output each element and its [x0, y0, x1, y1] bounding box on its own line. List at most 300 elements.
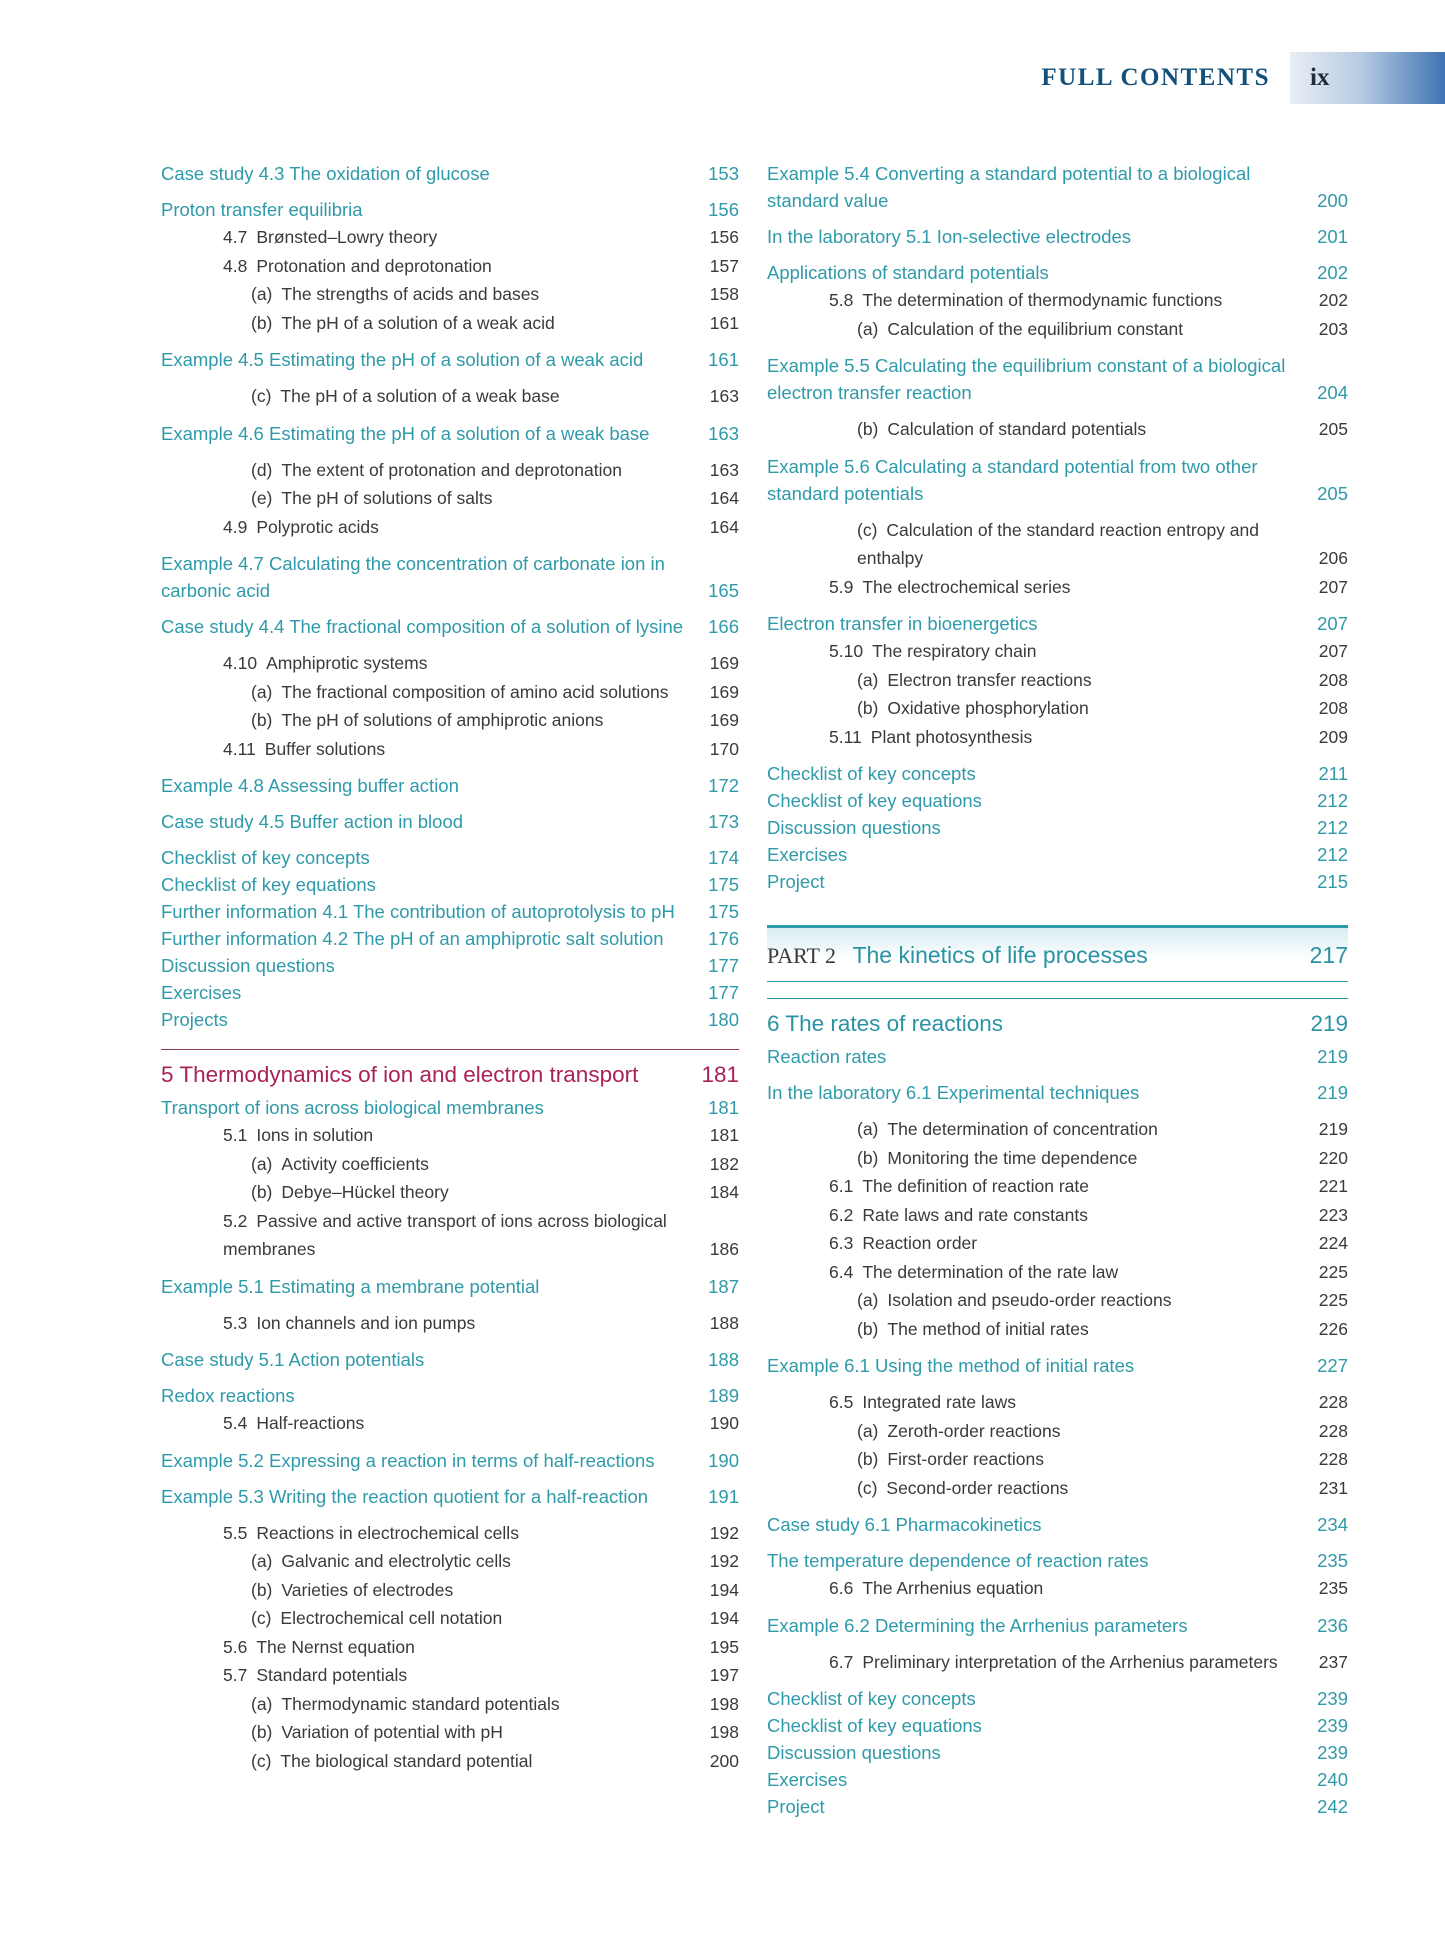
toc-entry-number: (c) [251, 386, 272, 406]
toc-entry-page: 195 [709, 1636, 739, 1657]
toc-entry[interactable] [767, 1648, 1348, 1677]
toc-entry-text: Exercises [767, 844, 848, 865]
toc-entry-page: 215 [1317, 871, 1348, 892]
toc-entry[interactable] [767, 573, 1348, 602]
toc-entry[interactable] [767, 1201, 1348, 1230]
toc-entry[interactable] [767, 1172, 1348, 1201]
toc-entry[interactable] [161, 484, 739, 513]
toc-entry-page: 164 [709, 516, 739, 537]
toc-entry-title [767, 1793, 1317, 1820]
toc-entry-title [161, 1747, 710, 1776]
toc-entry-text: Variation of potential with pH [281, 1722, 503, 1742]
toc-entry-text: Example 4.6 Estimating the pH of a solution of a weak base [161, 422, 650, 444]
toc-entry-title [767, 516, 1319, 573]
toc-entry[interactable] [161, 196, 739, 223]
toc-entry[interactable] [767, 415, 1348, 444]
toc-entry-text: The strengths of acids and bases [281, 284, 540, 304]
toc-entry-title [161, 280, 710, 309]
toc-entry-text: Case study 6.1 Pharmacokinetics [767, 1514, 1042, 1535]
toc-entry[interactable] [161, 808, 739, 835]
toc-entry-page: 176 [708, 928, 739, 949]
toc-entry-text: The determination of concentration [887, 1119, 1158, 1139]
toc-entry-title [767, 1648, 1319, 1677]
toc-entry-number: 6.4 [829, 1261, 854, 1282]
toc-entry-text: Case study 4.5 Buffer action in blood [161, 811, 464, 832]
toc-entry-text: Brønsted–Lowry theory [256, 227, 438, 247]
toc-entry-text: In the laboratory 5.1 Ion-selective electrodes [767, 226, 1132, 247]
toc-entry-text: Galvanic and electrolytic cells [281, 1551, 511, 1571]
toc-entry-number: 4.9 [223, 516, 248, 537]
toc-entry-text: Projects [161, 1009, 228, 1030]
toc-entry-text: Transport of ions across biological membranes [161, 1097, 544, 1118]
toc-entry-text: In the laboratory 6.1 Experimental techniques [767, 1082, 1140, 1103]
toc-entry-number: (b) [251, 1579, 273, 1600]
toc-entry-page: 180 [708, 1009, 739, 1030]
toc-entry[interactable] [161, 649, 739, 678]
toc-entry[interactable] [161, 871, 739, 898]
toc-entry-number: (a) [857, 1420, 879, 1441]
toc-entry-page: 239 [1317, 1742, 1348, 1763]
toc-entry-title [161, 1483, 708, 1510]
toc-entry-page: 240 [1317, 1769, 1348, 1790]
toc-entry-text: Electron transfer reactions [887, 669, 1092, 690]
toc-entry-title [161, 1661, 710, 1690]
toc-entry-title [767, 694, 1319, 723]
chapter-heading[interactable] [161, 1049, 739, 1090]
toc-entry-number: (a) [857, 318, 879, 339]
toc-entry-title [161, 735, 710, 764]
toc-entry-page: 212 [1317, 790, 1348, 811]
toc-entry-title [161, 550, 708, 604]
toc-entry-title [767, 1201, 1319, 1230]
toc-entry-page: 226 [1318, 1318, 1348, 1339]
part-title: The kinetics of life processes [852, 942, 1148, 968]
toc-entry[interactable] [767, 286, 1348, 315]
toc-entry[interactable] [161, 1150, 739, 1179]
page-number: ix [1310, 64, 1330, 91]
toc-entry-text: The fractional composition of amino acid solutions [281, 681, 669, 702]
toc-entry[interactable] [767, 223, 1348, 250]
toc-entry-page: 172 [708, 775, 739, 796]
toc-entry-page: 189 [708, 1385, 739, 1406]
toc-entry-title [161, 1006, 708, 1033]
toc-entry-text: Example 6.2 Determining the Arrhenius parameters [767, 1614, 1188, 1636]
toc-entry-page: 203 [1318, 318, 1348, 339]
toc-entry[interactable] [161, 1094, 739, 1121]
toc-entry-number: (b) [857, 698, 879, 718]
toc-entry-text: Further information 4.2 The pH of an amphiprotic salt solution [161, 928, 664, 949]
toc-entry[interactable] [161, 1718, 739, 1747]
toc-entry-text: The extent of protonation and deprotonation [281, 459, 622, 480]
toc-entry[interactable] [767, 841, 1348, 868]
toc-entry-page: 205 [1318, 419, 1348, 439]
toc-entry[interactable] [161, 382, 739, 411]
toc-entry-title [161, 706, 710, 735]
toc-entry[interactable] [767, 637, 1348, 666]
toc-entry[interactable] [161, 979, 739, 1006]
chapter-heading[interactable] [767, 998, 1348, 1039]
toc-entry[interactable] [767, 1417, 1348, 1446]
toc-entry[interactable] [161, 1519, 739, 1548]
toc-entry[interactable] [161, 223, 739, 252]
toc-entry[interactable] [161, 1006, 739, 1033]
toc-entry[interactable] [767, 666, 1348, 695]
toc-entry-text: Rate laws and rate constants [862, 1204, 1089, 1225]
toc-entry-number: 4.7 [223, 227, 248, 247]
toc-entry-text: Activity coefficients [281, 1153, 429, 1174]
contents-right-top [767, 160, 1348, 895]
toc-entry-title [767, 1766, 1317, 1793]
toc-entry-text: The pH of solutions of amphiprotic anions [281, 710, 604, 730]
toc-entry-title [161, 1060, 638, 1090]
toc-entry-title [161, 223, 710, 252]
toc-entry-page: 219 [1317, 1082, 1348, 1103]
toc-entry-text: The Arrhenius equation [862, 1578, 1044, 1598]
toc-entry[interactable] [767, 1685, 1348, 1712]
toc-entry-title [767, 787, 1317, 814]
toc-entry-text: Applications of standard potentials [767, 262, 1049, 283]
toc-entry-title [767, 1388, 1319, 1417]
toc-entry-number: 5.7 [223, 1665, 248, 1685]
toc-entry[interactable] [161, 772, 739, 799]
toc-entry[interactable] [767, 1511, 1348, 1538]
toc-entry-text: Example 5.2 Expressing a reaction in terms of half-reactions [161, 1449, 655, 1471]
toc-entry[interactable] [767, 259, 1348, 286]
toc-entry[interactable] [161, 1178, 739, 1207]
toc-entry-title [161, 1382, 708, 1409]
toc-entry-page: 177 [708, 955, 739, 976]
toc-entry-title [767, 1547, 1317, 1574]
toc-entry-text: Ions in solution [256, 1125, 374, 1145]
toc-entry[interactable] [767, 352, 1348, 406]
toc-entry-number: 6.1 [829, 1176, 854, 1196]
toc-entry-page: 237 [1318, 1651, 1348, 1672]
toc-entry[interactable] [161, 1382, 739, 1409]
toc-entry-text: Amphiprotic systems [266, 653, 428, 673]
toc-entry-text: Debye–Hückel theory [281, 1182, 449, 1202]
toc-entry[interactable] [767, 1445, 1348, 1474]
toc-entry-title [767, 1115, 1319, 1144]
toc-entry-page: 169 [709, 653, 739, 673]
toc-entry-page: 225 [1318, 1290, 1348, 1310]
toc-entry-number: 5.3 [223, 1312, 248, 1333]
toc-entry[interactable] [161, 1547, 739, 1576]
toc-entry[interactable] [767, 1079, 1348, 1106]
toc-entry-title [767, 1685, 1317, 1712]
toc-entry-page: 206 [1318, 548, 1348, 568]
toc-entry-title [767, 1712, 1317, 1739]
toc-entry[interactable] [161, 844, 739, 871]
toc-entry[interactable] [161, 513, 739, 542]
toc-entry[interactable] [161, 1309, 739, 1338]
toc-entry-page: 175 [708, 874, 739, 895]
toc-entry-text: Monitoring the time dependence [887, 1147, 1138, 1168]
toc-entry-page: 227 [1317, 1355, 1348, 1376]
toc-entry-text: The pH of a solution of a weak base [280, 386, 560, 406]
toc-entry-page: 207 [1318, 641, 1348, 661]
toc-entry[interactable] [767, 1144, 1348, 1173]
toc-entry[interactable] [161, 1121, 739, 1150]
toc-entry-page: 166 [708, 616, 739, 637]
toc-entry-page: 209 [1318, 726, 1348, 747]
toc-entry-text: Half-reactions [256, 1413, 365, 1433]
toc-entry-number: (a) [857, 1119, 879, 1139]
toc-entry[interactable] [161, 678, 739, 707]
header-tab [1290, 52, 1445, 104]
header-title: FULL CONTENTS [1041, 64, 1270, 91]
toc-entry-page: 175 [708, 901, 739, 922]
toc-entry[interactable] [767, 1315, 1348, 1344]
toc-entry-text: Checklist of key equations [161, 874, 376, 895]
toc-entry-number: 5.11 [829, 726, 862, 747]
toc-entry-text: The determination of thermodynamic functions [862, 290, 1223, 310]
toc-entry-page: 156 [709, 227, 739, 247]
toc-entry-page: 207 [1318, 576, 1348, 597]
toc-entry-title [767, 1511, 1317, 1538]
toc-entry[interactable] [767, 1286, 1348, 1315]
toc-entry-page: 181 [708, 1097, 739, 1118]
toc-entry[interactable] [161, 456, 739, 485]
toc-entry-text: The pH of a solution of a weak acid [281, 312, 555, 333]
toc-entry-title [767, 1144, 1319, 1173]
toc-entry[interactable] [161, 252, 739, 281]
toc-entry-number: 6.6 [829, 1578, 854, 1598]
toc-entry[interactable] [161, 550, 739, 604]
toc-entry-title [767, 259, 1317, 286]
toc-entry[interactable] [161, 613, 739, 640]
contents-column-right [767, 160, 1348, 1820]
toc-entry[interactable] [767, 1474, 1348, 1503]
toc-entry-title [161, 1547, 710, 1576]
toc-entry-title [161, 979, 708, 1006]
toc-entry[interactable] [767, 1258, 1348, 1287]
toc-entry-text: Example 4.8 Assessing buffer action [161, 775, 459, 796]
toc-entry-page: 190 [709, 1413, 739, 1433]
toc-entry-number: (a) [251, 1153, 273, 1174]
toc-entry-number: (a) [251, 1551, 273, 1571]
toc-entry-page: 225 [1318, 1261, 1348, 1282]
toc-entry[interactable] [767, 1547, 1348, 1574]
toc-entry-text: Thermodynamic standard potentials [281, 1693, 560, 1714]
toc-entry[interactable] [767, 1115, 1348, 1144]
toc-entry[interactable] [767, 868, 1348, 895]
toc-entry-number: (c) [857, 519, 878, 540]
toc-entry-text: 6 The rates of reactions [767, 1011, 1003, 1036]
toc-entry[interactable] [161, 1447, 739, 1474]
toc-entry[interactable] [767, 1766, 1348, 1793]
toc-entry-title [161, 1409, 710, 1438]
toc-entry-text: Zeroth-order reactions [887, 1420, 1061, 1441]
toc-entry-title [161, 808, 708, 835]
toc-entry-text: Project [767, 1796, 825, 1817]
toc-entry[interactable] [161, 1576, 739, 1605]
toc-entry-text: The determination of the rate law [862, 1261, 1119, 1282]
toc-entry-text: Checklist of key equations [767, 1715, 982, 1736]
toc-entry-page: 202 [1317, 262, 1348, 283]
toc-entry[interactable] [767, 1739, 1348, 1766]
toc-entry-text: Integrated rate laws [862, 1392, 1017, 1412]
toc-entry[interactable] [161, 309, 739, 338]
toc-entry[interactable] [767, 1712, 1348, 1739]
toc-entry[interactable] [161, 346, 739, 373]
toc-entry-number: 5.2 [223, 1210, 248, 1231]
toc-entry-page: 163 [709, 459, 739, 480]
toc-entry[interactable] [161, 1747, 739, 1776]
toc-entry[interactable] [767, 1043, 1348, 1070]
toc-entry[interactable] [767, 723, 1348, 752]
toc-entry[interactable] [767, 516, 1348, 573]
toc-entry[interactable] [161, 1690, 739, 1719]
toc-entry-number: 6.5 [829, 1392, 854, 1412]
toc-entry[interactable] [161, 1207, 739, 1264]
toc-entry-title [161, 484, 710, 513]
toc-entry-text: Example 5.5 Calculating the equilibrium constant of a biological electron transfer reaction [767, 355, 1286, 403]
toc-entry[interactable] [767, 787, 1348, 814]
toc-entry-title [161, 196, 708, 223]
toc-entry-page: 174 [708, 847, 739, 868]
toc-entry-title [767, 868, 1317, 895]
toc-entry-title [161, 1519, 710, 1548]
toc-entry-page: 234 [1317, 1514, 1348, 1535]
toc-entry-text: The pH of solutions of salts [281, 488, 493, 508]
toc-entry[interactable] [767, 453, 1348, 507]
toc-entry-number: (a) [857, 1290, 879, 1310]
toc-entry-page: 235 [1318, 1578, 1348, 1598]
toc-entry[interactable] [767, 160, 1348, 214]
toc-entry-text: Plant photosynthesis [870, 726, 1033, 747]
toc-entry-page: 221 [1318, 1176, 1348, 1196]
toc-entry-text: The electrochemical series [862, 576, 1071, 597]
toc-entry[interactable] [161, 735, 739, 764]
toc-entry[interactable] [161, 280, 739, 309]
toc-entry-page: 212 [1317, 817, 1348, 838]
toc-entry-text: Buffer solutions [264, 738, 386, 759]
toc-entry-page: 207 [1317, 613, 1348, 634]
toc-entry-title [161, 456, 710, 485]
toc-entry-text: Example 5.1 Estimating a membrane potential [161, 1275, 540, 1297]
toc-entry-page: 219 [1317, 1046, 1348, 1067]
toc-entry-title [767, 1574, 1319, 1603]
toc-entry-title [161, 1447, 708, 1474]
toc-entry[interactable] [767, 1612, 1348, 1639]
toc-entry-text: Further information 4.1 The contribution of autoprotolysis to pH [161, 901, 675, 922]
toc-entry-text: Example 4.5 Estimating the pH of a solution of a weak acid [161, 349, 644, 370]
toc-entry-title [161, 925, 708, 952]
toc-entry-text: The temperature dependence of reaction rates [767, 1550, 1149, 1571]
toc-entry[interactable] [161, 1483, 739, 1510]
toc-entry-text: Reaction rates [767, 1046, 887, 1067]
toc-entry-text: Electrochemical cell notation [280, 1608, 503, 1628]
toc-entry-title [767, 1009, 1003, 1039]
toc-entry-page: 163 [709, 386, 739, 406]
toc-entry[interactable] [161, 1409, 739, 1438]
toc-entry-number: (b) [857, 419, 879, 439]
toc-entry[interactable] [767, 694, 1348, 723]
toc-entry[interactable] [767, 1574, 1348, 1603]
toc-entry-text: Varieties of electrodes [281, 1579, 454, 1600]
toc-entry-title [767, 1043, 1317, 1070]
toc-entry-title [767, 1258, 1319, 1287]
toc-entry[interactable] [767, 1388, 1348, 1417]
toc-entry-page: 164 [709, 488, 739, 508]
toc-entry-number: (b) [251, 710, 273, 730]
toc-entry[interactable] [161, 1661, 739, 1690]
contents-column-left [161, 160, 739, 1775]
toc-entry[interactable] [161, 898, 739, 925]
toc-entry-page: 242 [1317, 1796, 1348, 1817]
toc-entry-number: 5.6 [223, 1636, 248, 1657]
toc-entry-number: (b) [857, 1449, 879, 1469]
toc-entry[interactable] [767, 814, 1348, 841]
toc-entry-page: 161 [709, 312, 739, 333]
toc-entry-page: 169 [709, 681, 739, 702]
toc-entry-page: 194 [709, 1579, 739, 1600]
toc-entry[interactable] [767, 760, 1348, 787]
part-heading[interactable] [767, 925, 1348, 982]
toc-entry-title [161, 513, 710, 542]
toc-entry[interactable] [161, 1346, 739, 1373]
toc-entry-text: Proton transfer equilibria [161, 199, 363, 220]
toc-entry-page: 177 [708, 982, 739, 1003]
toc-entry-page: 192 [709, 1551, 739, 1571]
toc-entry-text: Ion channels and ion pumps [256, 1312, 476, 1333]
toc-entry-page: 188 [708, 1349, 739, 1370]
toc-entry-page: 169 [709, 710, 739, 730]
toc-entry[interactable] [161, 706, 739, 735]
toc-entry-page: 223 [1318, 1204, 1348, 1225]
toc-entry-text: Example 6.1 Using the method of initial rates [767, 1355, 1135, 1376]
toc-entry-number: (b) [857, 1147, 879, 1168]
toc-entry-page: 219 [1310, 1011, 1348, 1036]
toc-entry-title [161, 309, 710, 338]
toc-entry-title [767, 1079, 1317, 1106]
toc-entry[interactable] [161, 952, 739, 979]
toc-entry[interactable] [161, 925, 739, 952]
toc-entry-page: 198 [709, 1693, 739, 1714]
toc-entry-page: 228 [1318, 1392, 1348, 1412]
toc-entry[interactable] [161, 1604, 739, 1633]
toc-entry[interactable] [767, 1229, 1348, 1258]
toc-entry[interactable] [161, 1633, 739, 1662]
toc-entry-number: (a) [251, 1693, 273, 1714]
toc-entry-title [767, 1417, 1319, 1446]
toc-entry-title [161, 1178, 710, 1207]
toc-entry[interactable] [161, 420, 739, 447]
toc-entry-text: Checklist of key concepts [767, 1688, 976, 1709]
toc-entry[interactable] [161, 1273, 739, 1300]
toc-entry-title [161, 613, 708, 640]
toc-entry-title [161, 1690, 710, 1719]
toc-entry[interactable] [767, 610, 1348, 637]
toc-entry-number: (c) [251, 1750, 272, 1771]
toc-entry-number: 6.2 [829, 1204, 854, 1225]
toc-entry[interactable] [767, 315, 1348, 344]
toc-entry-title [161, 346, 708, 373]
toc-entry-number: (a) [857, 669, 879, 690]
toc-entry-text: Example 5.3 Writing the reaction quotient for a half-reaction [161, 1485, 649, 1507]
toc-entry-page: 200 [709, 1750, 739, 1771]
toc-entry[interactable] [767, 1352, 1348, 1379]
toc-entry[interactable] [767, 1793, 1348, 1820]
running-header [1025, 52, 1445, 104]
toc-entry-page: 186 [709, 1239, 739, 1259]
toc-entry-number: (d) [251, 459, 273, 480]
toc-entry-page: 224 [1318, 1233, 1348, 1253]
toc-entry-title [161, 1576, 710, 1605]
toc-entry-number: (b) [251, 1722, 273, 1742]
toc-entry[interactable] [161, 160, 739, 187]
toc-entry-title [767, 352, 1317, 406]
